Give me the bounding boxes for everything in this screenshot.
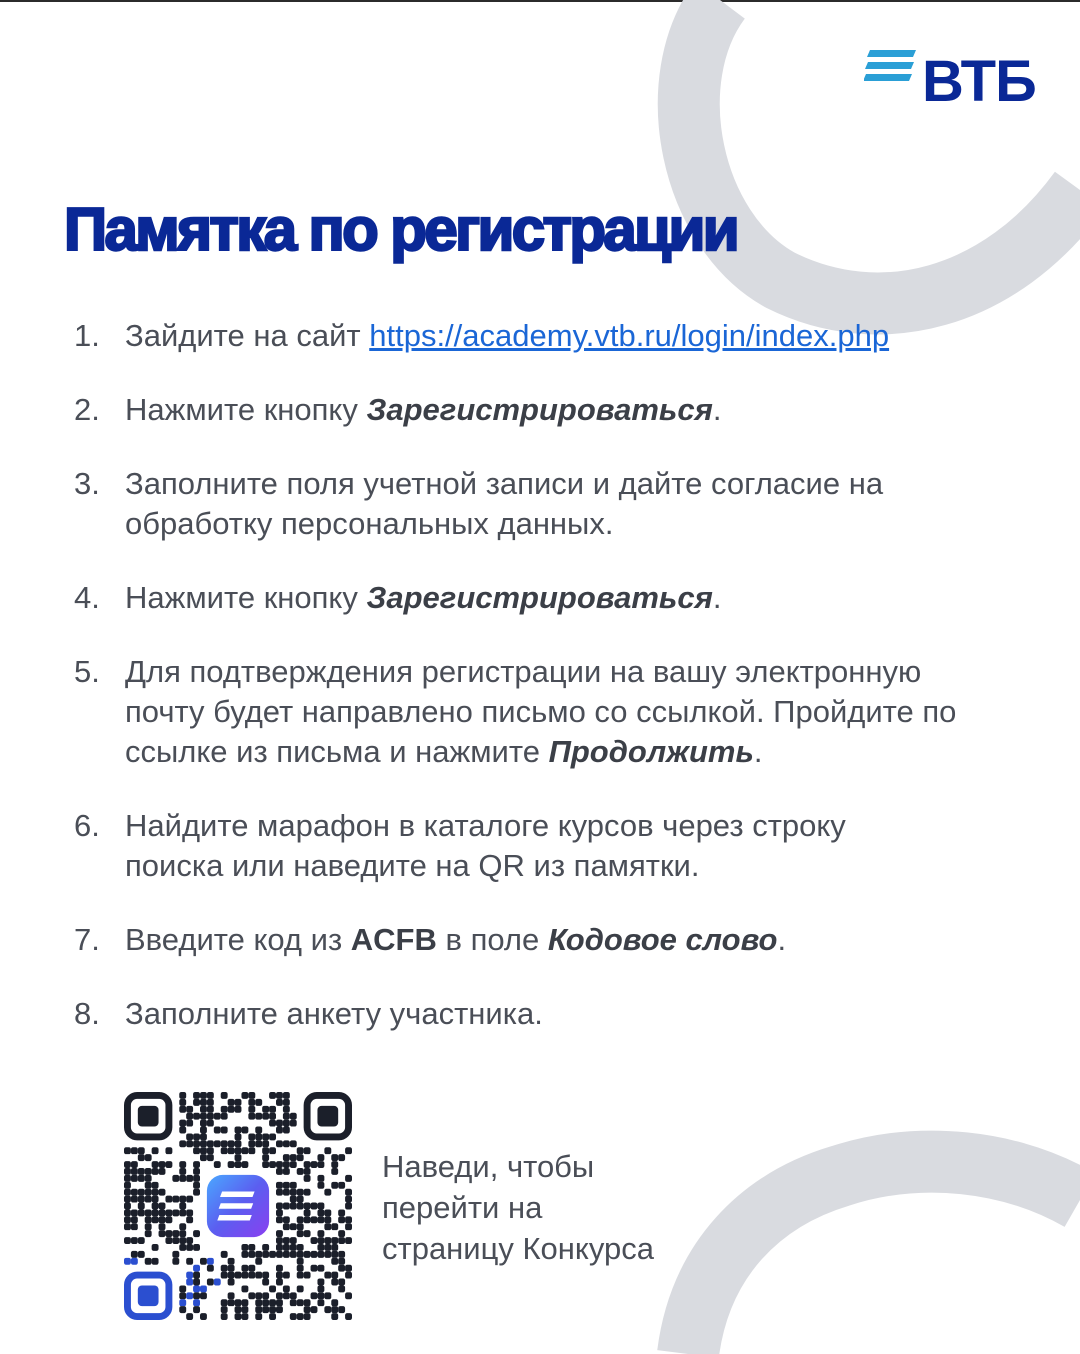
step-text <box>125 652 1055 772</box>
step-text <box>125 806 1055 886</box>
step-3-line-1: Заполните поля учетной записи и дайте согласие на <box>125 466 884 501</box>
step-text <box>125 464 1055 544</box>
step-number: 5. <box>74 654 100 689</box>
step-2-end: . <box>712 392 722 427</box>
step-number: 1. <box>74 318 100 353</box>
step-4-text: Нажмите кнопку <box>125 580 367 615</box>
step-text <box>125 390 1055 430</box>
step-5-line-3 <box>125 732 1055 772</box>
step-6-line-1: Найдите марафон в каталоге курсов через строку <box>125 808 846 843</box>
decorative-ring-top <box>689 0 1080 303</box>
step-6-line-2: поиска или наведите на QR из памятки. <box>125 848 700 883</box>
qr-caption-line-2: перейти на <box>382 1190 543 1225</box>
academy-link[interactable]: https://academy.vtb.ru/login/index.php <box>369 318 890 353</box>
register-button-name: Зарегистрироваться <box>366 580 713 615</box>
code-word-field-name: Кодовое слово <box>547 922 778 957</box>
step-5-end: . <box>753 734 763 769</box>
step-1-text: Зайдите на сайт <box>125 318 370 353</box>
step-5-line-1: Для подтверждения регистрации на вашу электронную <box>125 654 922 689</box>
step-7-end: . <box>777 922 787 957</box>
qr-caption <box>382 1146 712 1269</box>
code-value: ACFB <box>350 922 437 957</box>
step-2-text: Нажмите кнопку <box>125 392 367 427</box>
vtb-logo-wordmark: ВТБ <box>922 49 1036 114</box>
step-4-end: . <box>712 580 722 615</box>
decorative-ring-bottom <box>688 1162 1080 1354</box>
qr-code-icon[interactable] <box>124 1092 352 1320</box>
qr-finder-bottom-left <box>127 1275 168 1316</box>
step-text <box>125 578 1055 618</box>
step-text <box>125 920 1055 960</box>
qr-caption-line-3: страницу Конкурса <box>382 1231 654 1266</box>
step-text <box>125 316 1055 356</box>
qr-caption-line-1: Наведи, чтобы <box>382 1149 595 1184</box>
step-number: 7. <box>74 922 100 957</box>
step-number: 8. <box>74 996 100 1031</box>
step-number: 6. <box>74 808 100 843</box>
continue-button-name: Продолжить <box>548 734 754 769</box>
register-button-name: Зарегистрироваться <box>366 392 713 427</box>
vtb-logo <box>864 50 1044 112</box>
step-5-line-3-text: ссылке из письма и нажмите <box>125 734 549 769</box>
vtb-logo-stripes-icon <box>864 50 920 84</box>
qr-finder-top-right <box>307 1095 348 1136</box>
step-text: Заполните анкету участника. <box>125 996 543 1031</box>
step-number: 4. <box>74 580 100 615</box>
qr-finder-top-left <box>127 1095 168 1136</box>
step-number: 3. <box>74 466 100 501</box>
page-title: Памятка по регистрации <box>64 196 738 263</box>
vtb-app-icon <box>207 1175 269 1237</box>
step-3-line-2: обработку персональных данных. <box>125 506 614 541</box>
step-7-middle: в поле <box>436 922 548 957</box>
step-number: 2. <box>74 392 100 427</box>
step-7-text: Введите код из <box>125 922 351 957</box>
step-5-line-2: почту будет направлено письмо со ссылкой. Пройдите по <box>125 694 957 729</box>
